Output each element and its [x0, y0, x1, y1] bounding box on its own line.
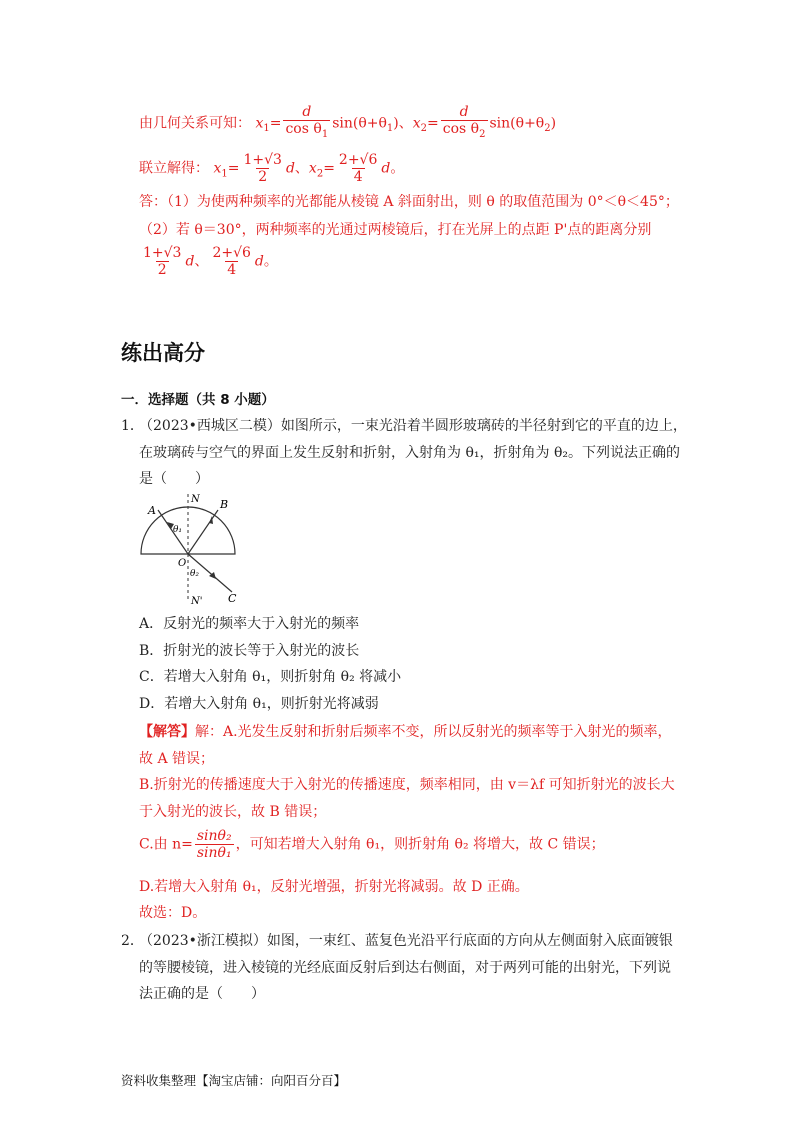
answer-part-2: （2）若 θ＝30°，两种频率的光通过两棱镜后，打在光屏上的点距 P'点的距离分别 — [139, 222, 652, 238]
dist-sep: 、 — [194, 253, 209, 270]
label-N: N — [191, 494, 200, 505]
x2-frac-num: d — [459, 104, 469, 120]
page-footer: 资料收集整理【淘宝店铺：向阳百分百】 — [121, 1073, 347, 1088]
answer-a1: 解：A.光发生反射和折射后频率不变，所以反射光的频率等于入射光的频率， — [195, 724, 672, 740]
answer-c-num: sinθ₂ — [196, 828, 232, 844]
x1-sin-sub: 1 — [386, 123, 394, 135]
label-A: A — [148, 504, 156, 517]
q2-line-3: 法正确的是（ ） — [139, 986, 265, 1002]
eq-sign-2: = — [427, 115, 439, 132]
answer-c-fraction — [195, 828, 234, 861]
q2-number: 2． — [121, 933, 144, 949]
reflected-ray — [188, 510, 218, 554]
joint-d1: d — [285, 160, 295, 177]
dist-frac1-den: 2 — [157, 262, 167, 278]
q1-answer-d: D.若增大入射角 θ₁，反射光增强，折射光将减弱。故 D 正确。 — [139, 879, 529, 895]
joint-solution-line — [139, 152, 404, 185]
dist-frac2 — [210, 245, 252, 278]
answer-c-pre: C.由 n= — [139, 836, 193, 853]
joint-period: 。 — [390, 160, 405, 177]
dist-frac1 — [141, 245, 183, 278]
dist-frac2-num: 2+√6 — [212, 245, 251, 261]
joint-x2-sub: 2 — [316, 168, 324, 180]
x2-fraction — [441, 104, 488, 143]
q1-option-a[interactable]: A．反射光的频率大于入射光的频率 — [139, 616, 360, 632]
joint-eq-2: = — [323, 160, 335, 177]
eq-sign: = — [269, 115, 282, 132]
geometry-label: 由几何关系可知： — [139, 115, 251, 132]
joint-frac1-num: 1+√3 — [243, 152, 282, 168]
x1-sin: sin(θ+θ — [332, 115, 387, 132]
label-N-prime: N' — [191, 596, 203, 607]
q1-answer-a-line1 — [139, 722, 672, 742]
joint-frac1 — [241, 152, 283, 185]
x2-sub: 2 — [420, 123, 428, 135]
label-theta2: θ₂ — [190, 569, 200, 579]
q1-option-d[interactable]: D．若增大入射角 θ₁，则折射光将减弱 — [139, 696, 379, 712]
dist-frac1-num: 1+√3 — [143, 245, 182, 261]
x2-symbol: x — [412, 115, 421, 132]
q1-line-2: 在玻璃砖与空气的界面上发生反射和折射，入射角为 θ₁，折射角为 θ₂。下列说法正确的 — [139, 445, 680, 461]
answer-c-post: ，可知若增大入射角 θ₁，则折射角 θ₂ 将增大，故 C 错误； — [235, 836, 605, 853]
answer-part-1: 答：（1）为使两种频率的光都能从棱镜 A 斜面射出，则 θ 的取值范围为 0°＜θ＜45°； — [139, 194, 679, 210]
x2-sin-sub: 2 — [544, 123, 551, 135]
x1-den-sub: 1 — [321, 128, 329, 140]
x2-den-sub: 2 — [479, 128, 486, 140]
geometry-relation-line — [139, 104, 556, 143]
x2-frac-den: cos θ — [442, 121, 480, 137]
q1-choice: 故选：D。 — [139, 905, 207, 921]
page-heading: 练出高分 — [121, 341, 205, 365]
joint-x2: x — [308, 160, 317, 177]
label-O: O — [178, 558, 187, 569]
q2-line-2: 的等腰棱镜，进入棱镜的光经底面反射后到达右侧面，对于两列可能的出射光，下列说 — [139, 960, 671, 976]
joint-eq: = — [227, 160, 240, 177]
x1-symbol: x — [255, 115, 264, 132]
q1-answer-b-line1: B.折射光的传播速度大于入射光的传播速度，频率相同，由 v＝λf 可知折射光的波长大 — [139, 777, 675, 793]
q1-figure — [138, 488, 242, 608]
sep-1: 、 — [398, 115, 413, 132]
x1-frac-num: d — [302, 104, 312, 120]
q1-line-1: （2023•西城区二模）如图所示，一束光沿着半圆形玻璃砖的半径射到它的平直的边上， — [139, 418, 687, 434]
label-theta1: θ₁ — [173, 525, 183, 535]
q1-answer-b-line2: 于入射光的波长，故 B 错误； — [139, 804, 327, 820]
x1-fraction — [283, 104, 330, 143]
label-B: B — [220, 498, 229, 511]
joint-x1-sub: 1 — [221, 168, 228, 180]
answer-c-den: sinθ₁ — [196, 845, 232, 861]
joint-frac2-den: 4 — [353, 169, 363, 185]
x2-sin: sin(θ+θ — [489, 115, 545, 132]
q2-line-1: （2023•浙江模拟）如图，一束红、蓝复色光沿平行底面的方向从左侧面射入底面镀银 — [139, 933, 673, 949]
q1-answer-a-line2: 故 A 错误； — [139, 751, 215, 767]
answer-distances — [139, 245, 278, 278]
q1-number: 1． — [121, 418, 144, 434]
x2-sin-close: ) — [550, 115, 557, 132]
dist-d2: d — [254, 253, 264, 270]
dist-d1: d — [185, 253, 195, 270]
joint-frac2-num: 2+√6 — [338, 152, 378, 168]
dist-period: 。 — [263, 253, 278, 270]
q1-option-c[interactable]: C．若增大入射角 θ₁，则折射角 θ₂ 将减小 — [139, 669, 402, 685]
section-title: 一．选择题（共 8 小题） — [121, 392, 275, 408]
joint-frac1-den: 2 — [258, 169, 268, 185]
joint-sep: 、 — [294, 160, 309, 177]
joint-d2: d — [381, 160, 391, 177]
joint-x1: x — [213, 160, 222, 177]
x1-sin-close: ) — [393, 115, 399, 132]
label-C: C — [228, 592, 237, 605]
q1-line-3: 是（ ） — [139, 471, 209, 487]
joint-frac2 — [337, 152, 379, 185]
x1-sub: 1 — [263, 123, 270, 135]
answer-label: 【解答】 — [139, 724, 195, 740]
dist-frac2-den: 4 — [227, 262, 237, 278]
joint-label: 联立解得： — [139, 160, 209, 177]
q1-answer-c — [139, 828, 605, 861]
q1-option-b[interactable]: B．折射光的波长等于入射光的波长 — [139, 643, 360, 659]
x1-frac-den: cos θ — [285, 121, 322, 137]
